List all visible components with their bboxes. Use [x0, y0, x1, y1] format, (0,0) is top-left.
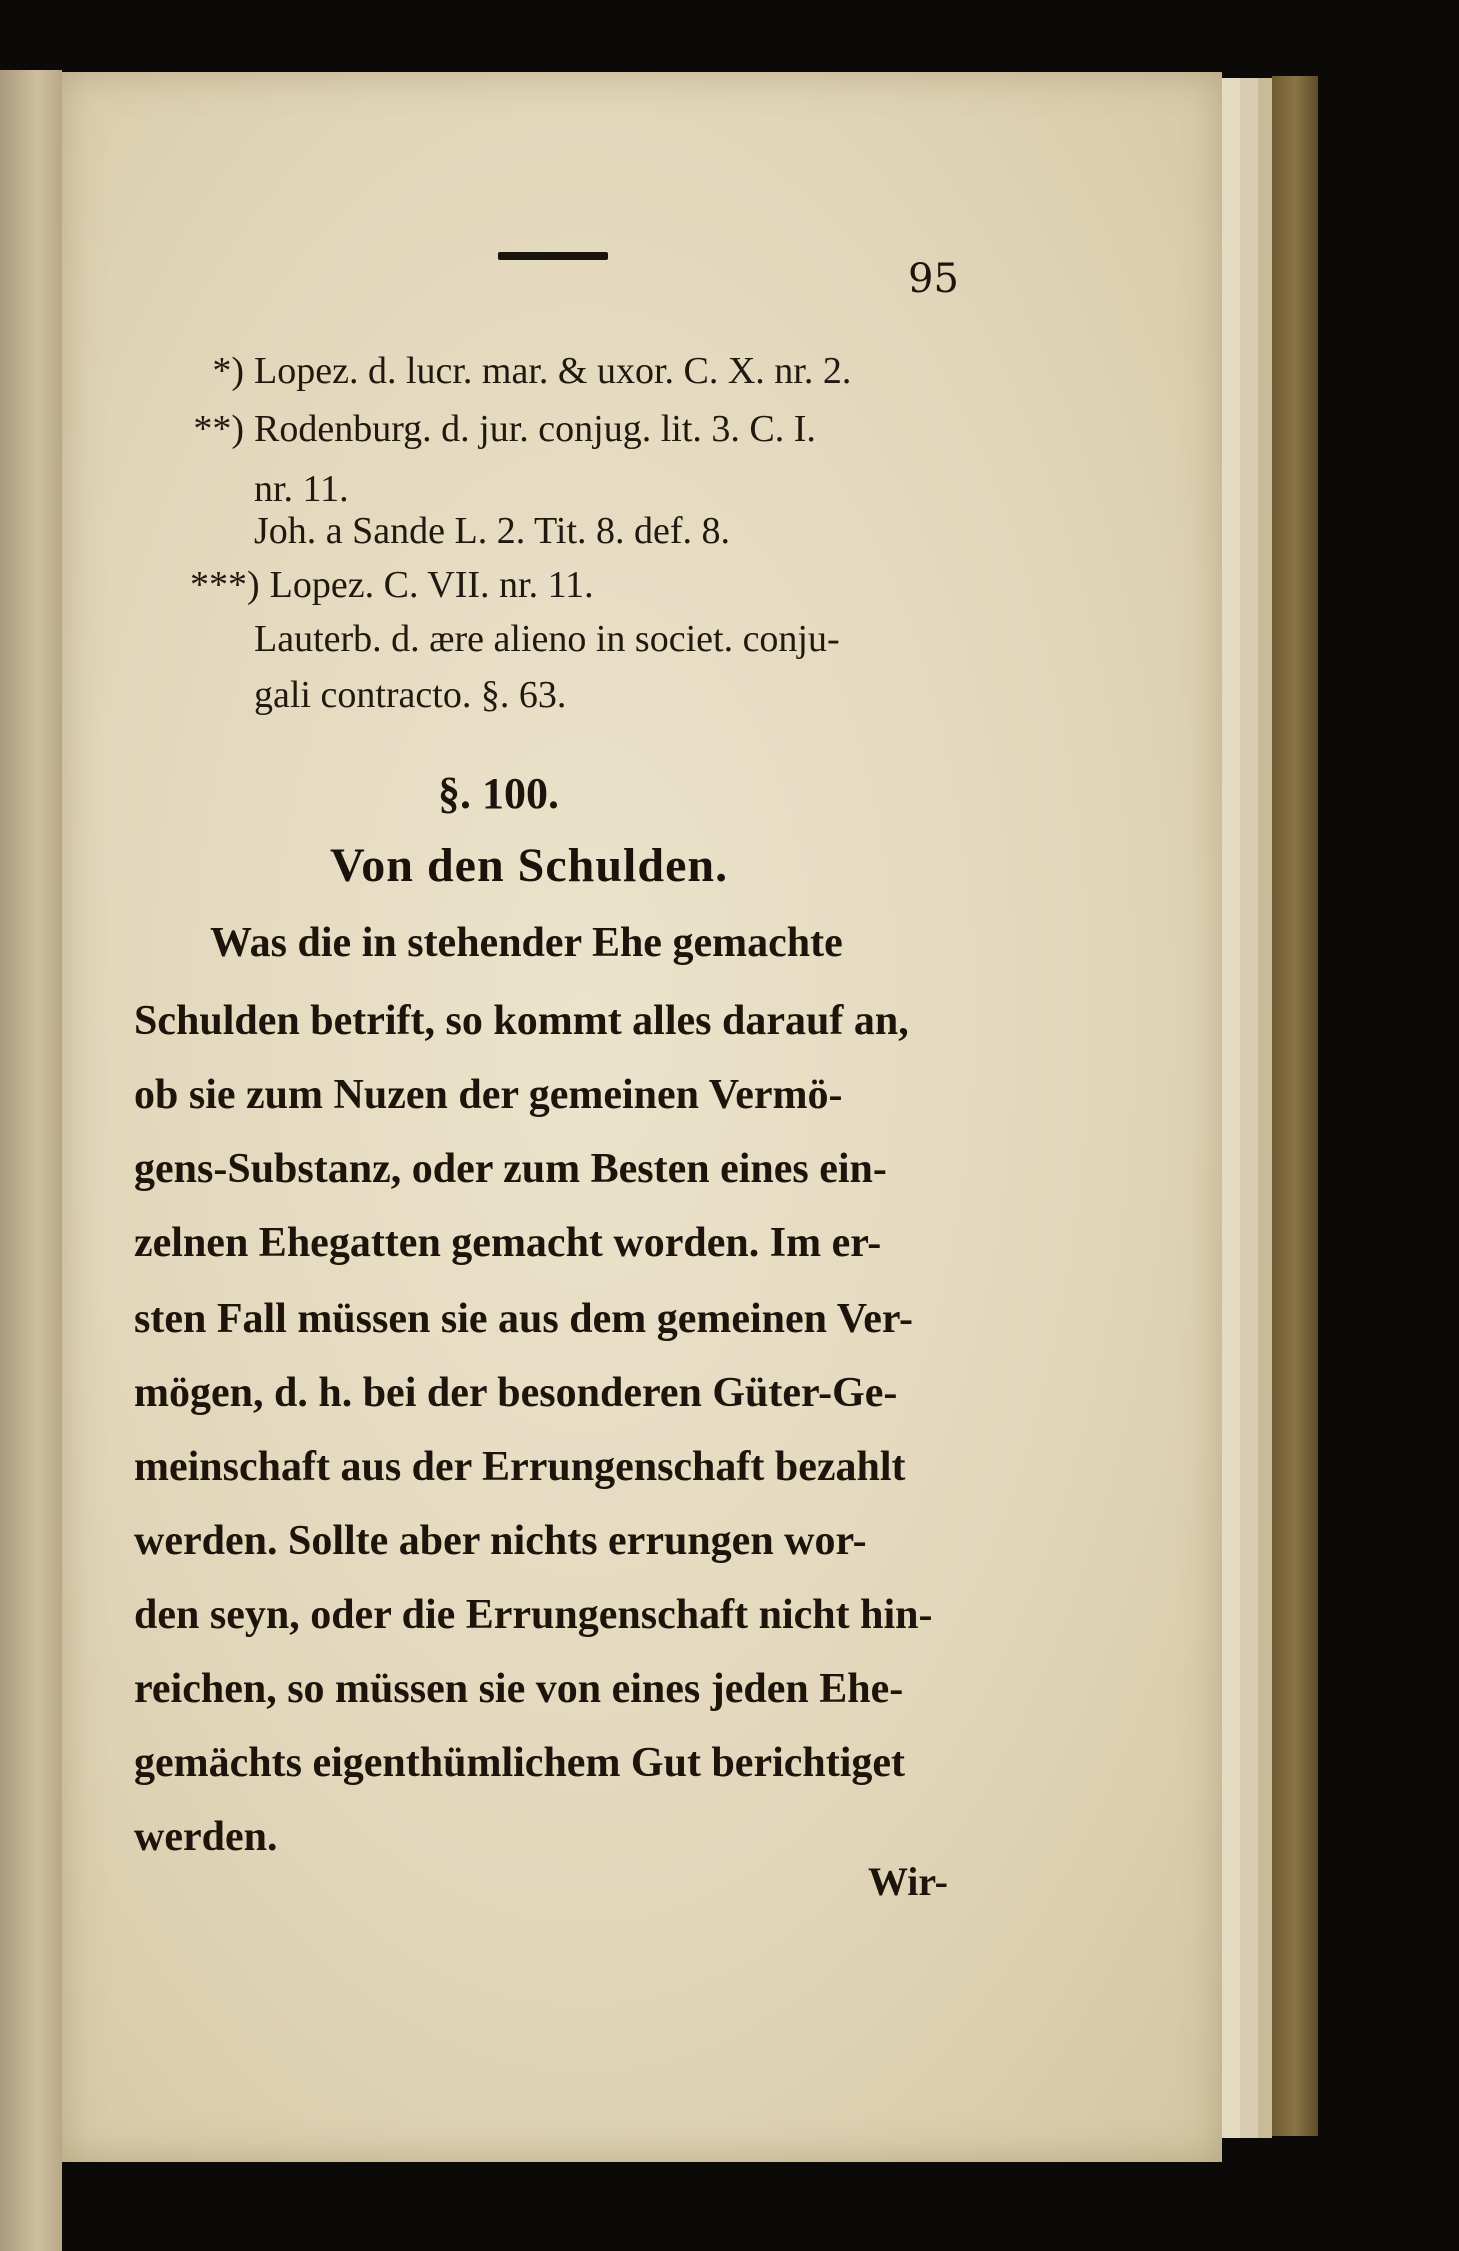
footnote-line: Joh. a Sande L. 2. Tit. 8. def. 8. — [254, 510, 731, 552]
body-line: gens-Substanz, oder zum Besten eines ein- — [134, 1146, 887, 1192]
body-line: gemächts eigenthümlichem Gut berichtiget — [134, 1740, 906, 1786]
facing-page-edge — [0, 70, 62, 2251]
body-line: Was die in stehender Ehe gemachte — [210, 920, 843, 966]
section-number: §. 100. — [438, 769, 559, 818]
footnote-line: nr. 11. — [254, 468, 349, 510]
page-stack-edge — [1222, 78, 1240, 2138]
page-stack-edge — [1240, 78, 1258, 2138]
body-line: sten Fall müssen sie aus dem gemeinen Ver- — [134, 1296, 913, 1342]
body-line: den seyn, oder die Errungenschaft nicht hin- — [134, 1592, 933, 1638]
footnote-line: Lauterb. d. ære alieno in societ. conju- — [254, 618, 840, 660]
body-line: ob sie zum Nuzen der gemeinen Vermö- — [134, 1072, 843, 1118]
body-line: Schulden betrift, so kommt alles darauf an, — [134, 998, 909, 1044]
catchword: Wir- — [868, 1859, 948, 1904]
book-cover-board — [1272, 76, 1318, 2136]
body-line: zelnen Ehegatten gemacht worden. Im er- — [134, 1220, 882, 1266]
header-rule — [498, 252, 608, 260]
body-line: meinschaft aus der Errungenschaft bezahlt — [134, 1444, 906, 1490]
footnote-line: gali contracto. §. 63. — [254, 674, 567, 716]
body-line: werden. — [134, 1814, 278, 1860]
body-line: mögen, d. h. bei der besonderen Güter-Ge- — [134, 1370, 898, 1416]
section-heading: Von den Schulden. — [330, 839, 729, 892]
footnote-line: *) Lopez. d. lucr. mar. & uxor. C. X. nr. 2. — [212, 350, 852, 392]
page-number: 95 — [908, 256, 959, 302]
background — [62, 2162, 1318, 2251]
page-stack-edge — [1258, 78, 1272, 2138]
footnote-line: **) Rodenburg. d. jur. conjug. lit. 3. C. I. — [193, 408, 816, 450]
body-line: reichen, so müssen sie von eines jeden Ehe- — [134, 1666, 904, 1712]
body-line: werden. Sollte aber nichts errungen wor- — [134, 1518, 867, 1564]
footnote-line: ***) Lopez. C. VII. nr. 11. — [190, 564, 594, 606]
